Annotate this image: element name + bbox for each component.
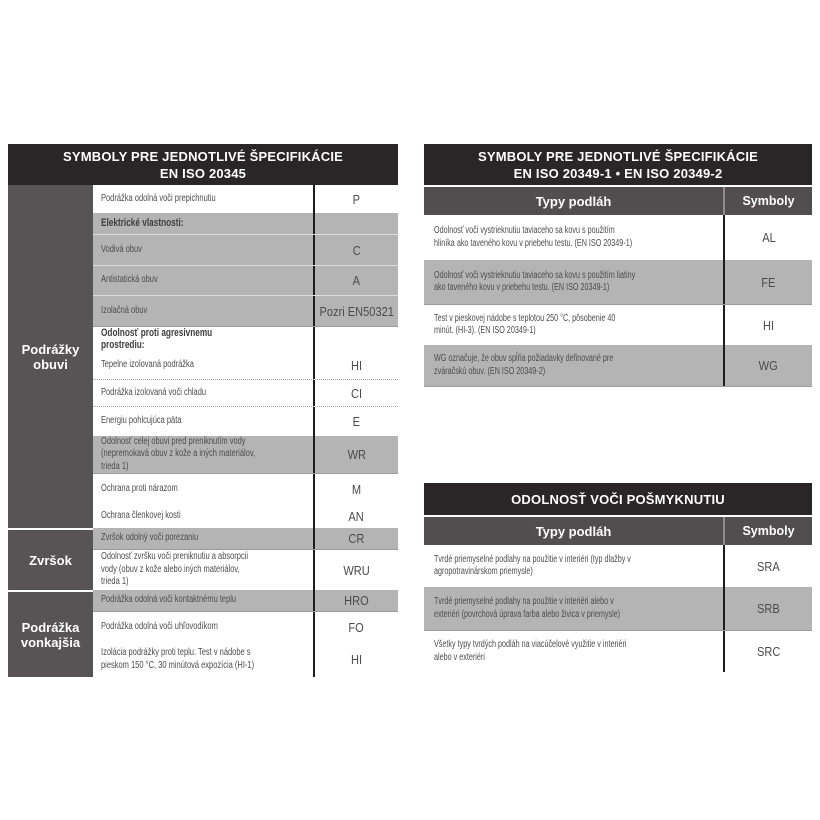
row-symbol-cell (313, 590, 398, 611)
row-description (424, 545, 723, 587)
table-row (93, 474, 398, 504)
row-description (93, 504, 313, 528)
row-description (93, 266, 313, 295)
table-title (424, 144, 812, 185)
row-symbol: AN (348, 508, 365, 524)
row-description (93, 612, 313, 642)
row-description (93, 351, 313, 379)
table-title (424, 483, 812, 515)
row-symbol: C (352, 242, 361, 258)
table-row (93, 528, 398, 550)
row-symbol-cell (313, 296, 398, 326)
row-symbol: HI (350, 357, 363, 373)
row-description-text: Test v pieskovej nádobe s teplotou 250 °C, pôsobenie 40 minút. (HI-3). (EN ISO 20349-1) (434, 312, 616, 336)
category-label: Podrážky obuvi (8, 185, 93, 528)
row-description-text: Elektrické vlastnosti: (101, 217, 184, 230)
rows-column (424, 545, 812, 672)
row-symbol: CR (348, 531, 365, 546)
row-symbol-cell (723, 345, 812, 386)
row-description (93, 642, 313, 677)
row-description-text: Izolačná obuv (101, 304, 148, 316)
rows-column (93, 185, 398, 677)
table-title-line1: ODOLNOSŤ VOČI POŠMYKNUTIU (511, 491, 725, 507)
row-symbol-cell (723, 587, 812, 630)
row-symbol: HRO (344, 593, 369, 608)
table-row (93, 351, 398, 380)
table-row (93, 407, 398, 436)
row-description (93, 213, 313, 234)
row-symbol-cell (313, 550, 398, 590)
column-header-symbols: Symboly (723, 187, 812, 215)
row-symbol-cell (313, 327, 398, 351)
row-symbol-cell (313, 351, 398, 379)
row-symbol-cell (313, 436, 398, 473)
row-description (93, 550, 313, 590)
row-description-text: Podrážka odolná voči kontaktnému teplu (101, 594, 237, 606)
row-description (424, 587, 723, 630)
row-description-text: Odolnosť celej obuvi pred preniknutím vody (nepremokavá obuv z kože a iných materiálov, trieda 1) (101, 436, 256, 472)
table-row (93, 590, 398, 612)
category-column (8, 185, 93, 677)
row-symbol-cell (313, 266, 398, 295)
row-symbol: WRU (343, 562, 370, 578)
row-description-text: Podrážka odolná voči prepichnutiu (101, 192, 216, 204)
row-description (424, 215, 723, 260)
table-row (424, 631, 812, 672)
row-symbol-cell (723, 631, 812, 672)
row-symbol-cell (313, 407, 398, 436)
table-title-line2: EN ISO 20349-1 • EN ISO 20349-2 (513, 165, 723, 181)
table-row (93, 380, 398, 407)
row-symbol-cell (313, 612, 398, 642)
row-description (93, 185, 313, 213)
row-description-text: Ochrana členkovej kosti (101, 509, 181, 521)
row-symbol-cell (313, 474, 398, 504)
row-symbol: HI (350, 652, 363, 667)
row-description-text: Podrážka izolovaná voči chladu (101, 386, 207, 398)
row-description-text: Odolnosť voči vystrieknutiu taviaceho sa kovu s použitím hliníka ako taveného kovu v priebehu testu. (EN ISO 20349-1) (434, 225, 633, 249)
row-symbol: WR (347, 447, 366, 462)
slip-resistance-table (424, 483, 812, 672)
row-description (424, 345, 723, 386)
table-row (93, 185, 398, 213)
column-header-symbols: Symboly (723, 517, 812, 545)
table-title-line1: SYMBOLY PRE JEDNOTLIVÉ ŠPECIFIKÁCIE (477, 148, 759, 164)
row-description-text: Tepelne izolovaná podrážka (101, 358, 194, 370)
row-description-text: WG označuje, že obuv spĺňa požiadavky definované pre zváračskú obuv. (EN ISO 20349-2) (434, 353, 614, 377)
row-description-text: Odolnosť proti agresivnemu prostrediu: (101, 327, 213, 351)
row-description-text: Ochrana proti nárazom (101, 482, 178, 494)
row-symbol: FO (348, 619, 365, 635)
table-row (93, 327, 398, 351)
row-symbol-cell (723, 545, 812, 587)
row-symbol-cell (723, 215, 812, 260)
row-symbol: CI (350, 385, 363, 401)
row-symbol-cell (313, 213, 398, 234)
category-label: Zvršok (8, 528, 93, 590)
table-row (93, 642, 398, 677)
table-row (424, 345, 812, 387)
table-title-line2: EN ISO 20345 (159, 165, 247, 181)
row-symbol-cell (313, 380, 398, 406)
row-symbol: SRA (757, 558, 780, 574)
row-description (93, 327, 313, 351)
row-symbol-cell (313, 528, 398, 549)
spec-table-en-iso-20345 (8, 144, 398, 677)
row-symbol: HI (762, 317, 775, 333)
table-row (93, 504, 398, 528)
row-description-text: Izolácia podrážky proti teplu. Test v nádobe s pieskom 150 °C, 30 minútová expozícia (HI-1) (101, 647, 255, 671)
row-symbol: SRB (757, 601, 780, 616)
row-symbol: SRC (756, 644, 781, 659)
column-header-types: Typy podláh (535, 523, 612, 539)
row-description-text: Tvrdé priemyselné podlahy na použitie v interiéri (typ dlažby v agropotravinárskom priemysle) (434, 553, 631, 577)
row-description (93, 235, 313, 265)
table-row (93, 266, 398, 296)
row-symbol-cell (313, 642, 398, 677)
row-description (93, 436, 313, 473)
row-description-text: Odolnosť voči vystrieknutiu taviaceho sa kovu s použitím liatiny ako taveného kovu v priebehu testu. (EN ISO 20349-1) (434, 269, 636, 293)
row-symbol-cell (313, 235, 398, 265)
row-description-text: Vodivá obuv (101, 243, 142, 255)
row-description (424, 305, 723, 345)
table-row (93, 213, 398, 235)
row-symbol: M (351, 481, 362, 497)
table-body (8, 185, 398, 677)
table-row (424, 305, 812, 345)
table-row (93, 612, 398, 642)
table-row (93, 235, 398, 266)
row-description (93, 407, 313, 436)
row-symbol: P (352, 191, 361, 207)
table-row (93, 296, 398, 327)
row-symbol: FE (761, 274, 776, 290)
row-description-text: Všetky typy tvrdých podláh na viacúčelové využitie v interiéri alebo v exteriéri (434, 639, 627, 663)
row-symbol-cell (723, 260, 812, 304)
row-description-text: Tvrdé priemyselné podlahy na použitie v interiéri alebo v exteriéri (povrchová úprava farba alebo živica v priemysle) (434, 596, 621, 620)
row-description (93, 528, 313, 549)
table-row (424, 215, 812, 260)
row-description (424, 631, 723, 672)
row-symbol: A (352, 273, 361, 288)
category-label: Podrážka vonkajšia (8, 590, 93, 677)
row-symbol: AL (761, 230, 776, 245)
row-symbol: Pozri EN50321 (319, 303, 394, 319)
row-description-text: Zvršok odolný voči porezaniu (101, 532, 199, 544)
table-row (93, 550, 398, 590)
row-description (424, 260, 723, 304)
row-description (93, 590, 313, 611)
row-description-text: Energiu pohlcujúca päta (101, 415, 182, 427)
table-row (93, 436, 398, 474)
row-symbol-cell (313, 185, 398, 213)
column-headers (424, 515, 812, 545)
table-row (424, 260, 812, 305)
row-description-text: Podrážka odolná voči uhľovodíkom (101, 620, 218, 632)
row-symbol-cell (313, 504, 398, 528)
spec-table-en-iso-20349 (424, 144, 812, 387)
row-symbol: WG (758, 358, 779, 373)
row-description (93, 296, 313, 326)
table-row (424, 587, 812, 631)
table-title-line1: SYMBOLY PRE JEDNOTLIVÉ ŠPECIFIKÁCIE (62, 148, 344, 164)
row-description-text: Antistatická obuv (101, 274, 158, 286)
column-header-types: Typy podláh (535, 193, 612, 209)
row-symbol-cell (723, 305, 812, 345)
row-description (93, 474, 313, 504)
row-symbol: E (352, 414, 361, 429)
table-row (424, 545, 812, 587)
column-headers (424, 185, 812, 215)
rows-column (424, 215, 812, 387)
row-description (93, 380, 313, 406)
row-description-text: Odolnosť zvršku voči preniknutiu a absorpcii vody (obuv z kože alebo iných materiálov, trieda 1) (101, 551, 249, 588)
table-title (8, 144, 398, 185)
